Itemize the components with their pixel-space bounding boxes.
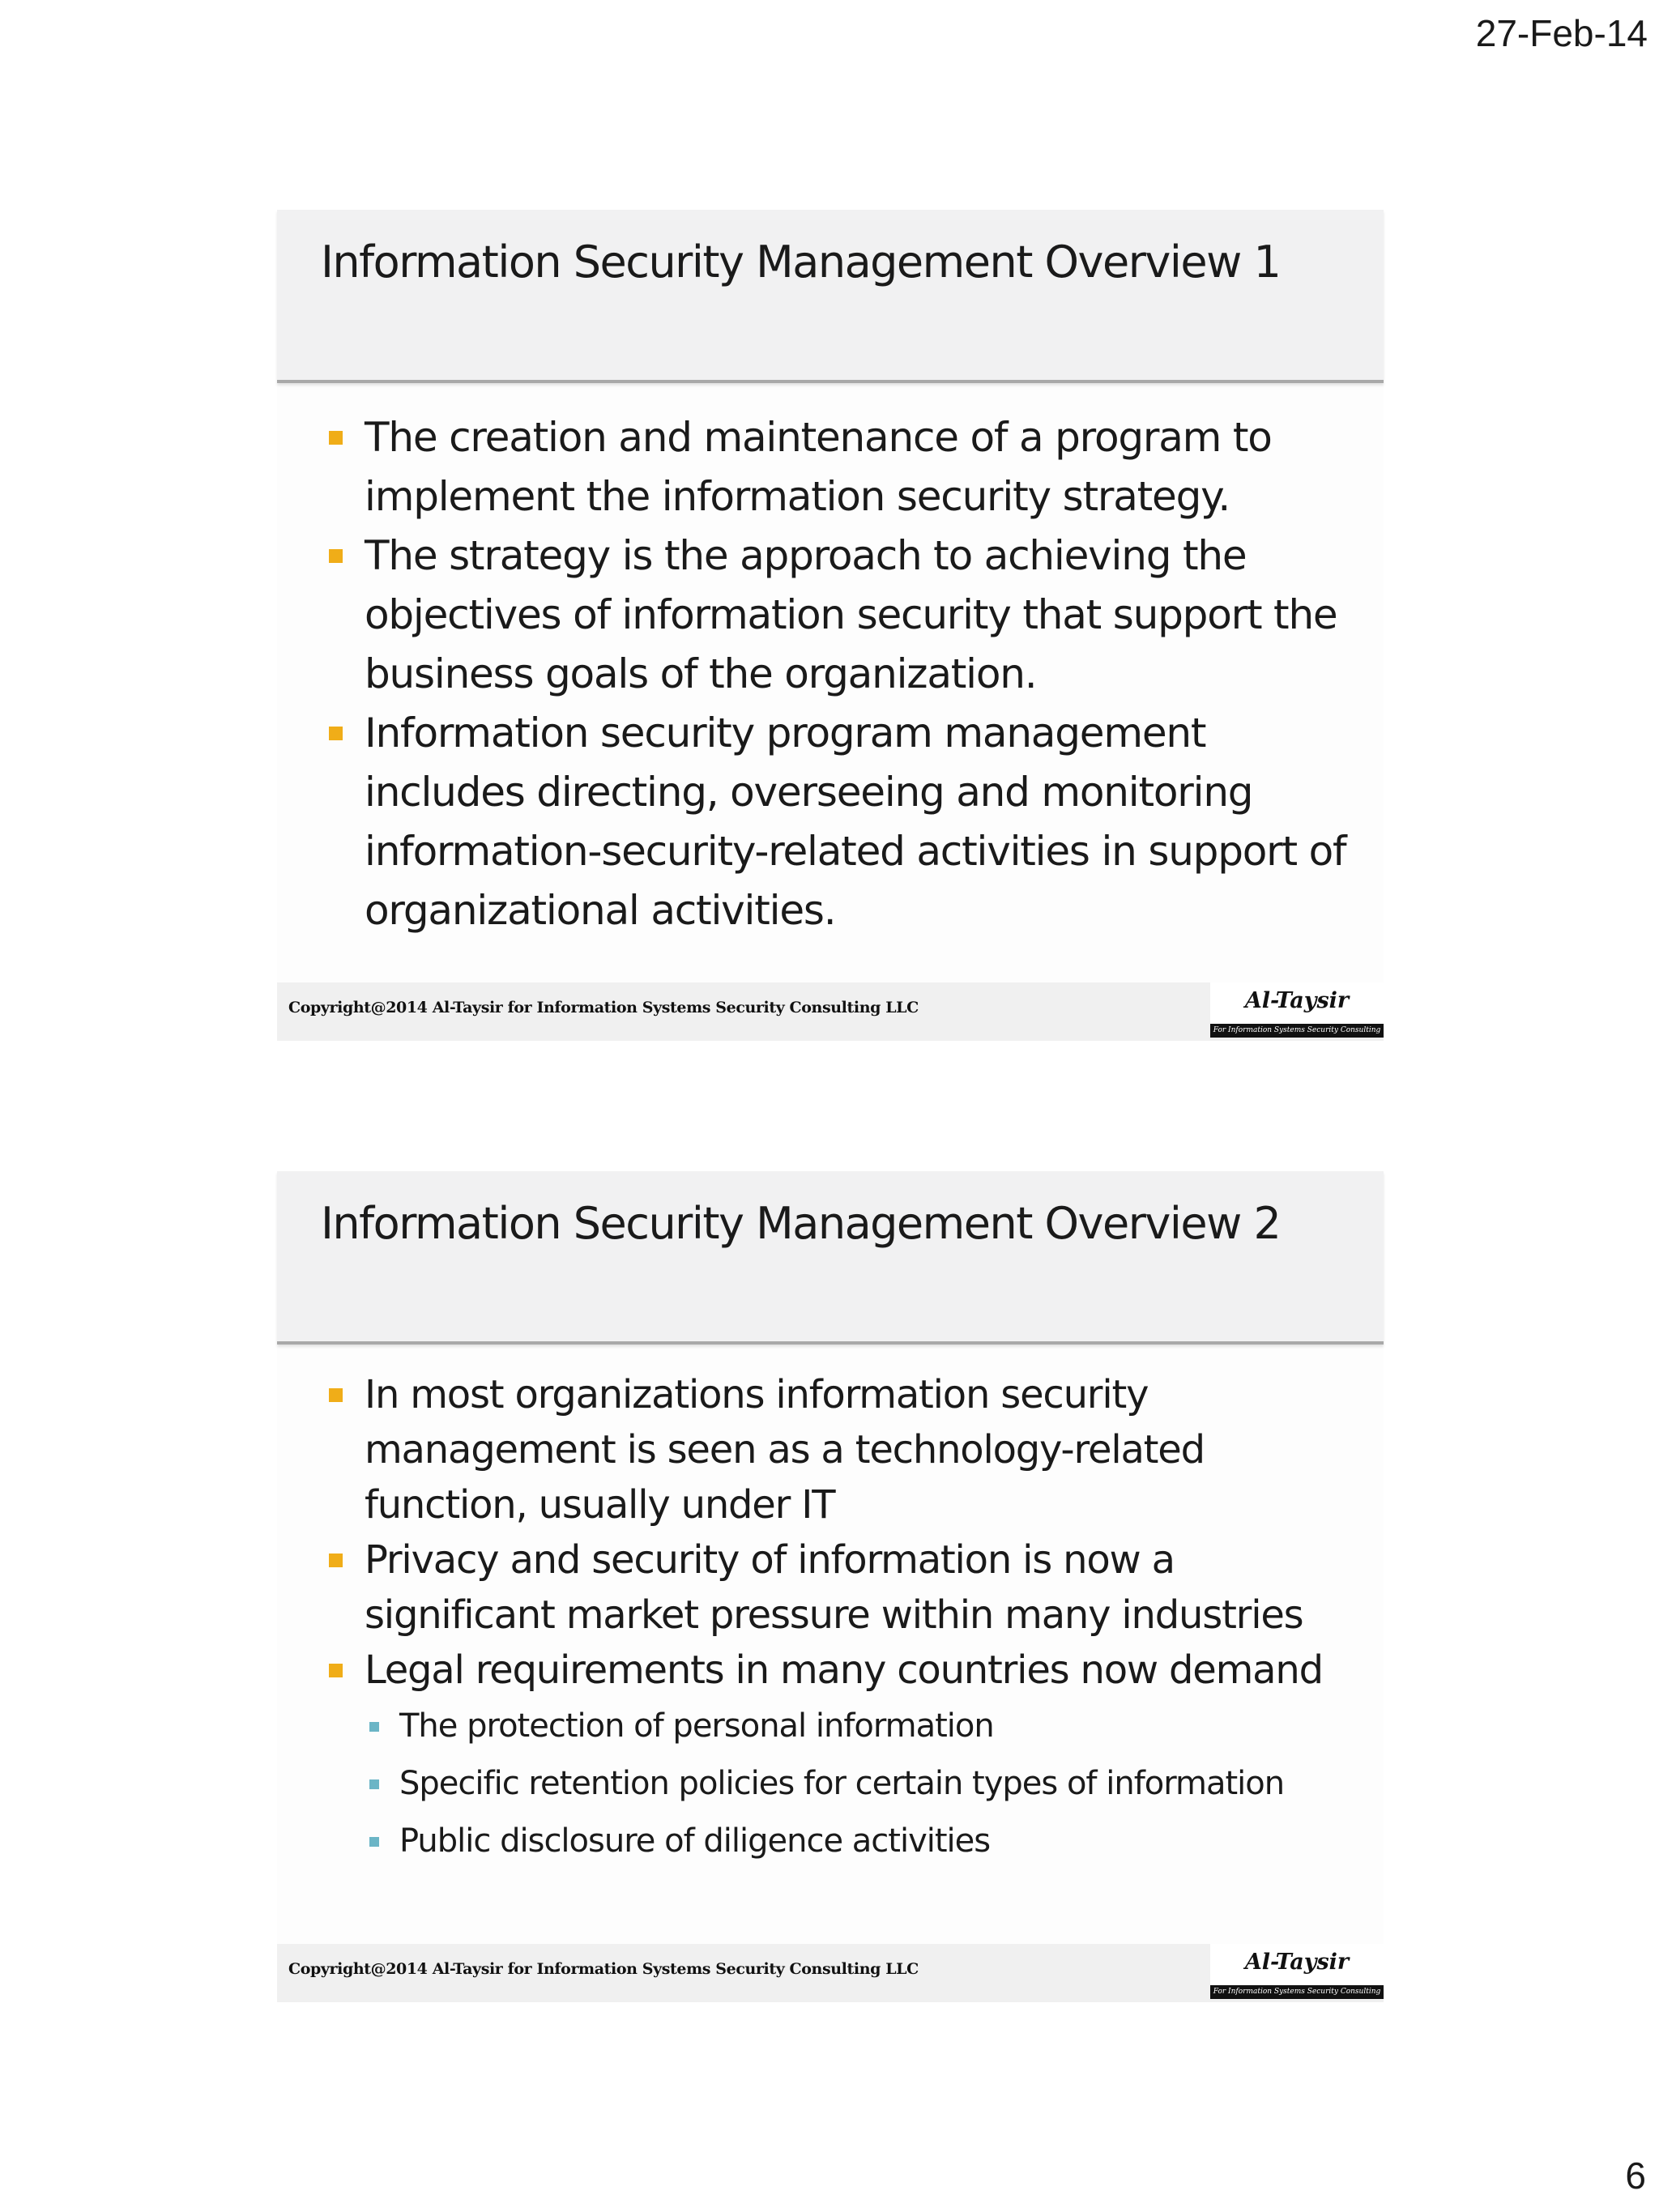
sub-bullet-item [277,1755,1384,1813]
square-bullet-icon [329,549,343,563]
bullet-list [277,408,1384,940]
sub-bullet-text: The protection of personal information [399,1707,994,1745]
logo-name: Al-Taysir [1244,988,1350,1013]
sub-bullet-text: Specific retention policies for certain types of information [399,1765,1285,1802]
square-bullet-icon [329,431,343,445]
logo-name: Al-Taysir [1244,1950,1350,1975]
bullet-item [277,1643,1384,1698]
square-bullet-icon [329,1664,343,1677]
slide-title-band [277,1171,1384,1345]
slide-title-band [277,210,1384,383]
bullet-item [277,1367,1384,1532]
square-bullet-icon [329,727,343,740]
square-sub-bullet-icon [369,1837,379,1847]
logo-tagline: For Information Systems Security Consulting [1210,1985,1384,1999]
company-logo [1210,982,1384,1038]
footer-copyright: Copyright@2014 Al-Taysir for Information Systems Security Consulting LLC [288,999,919,1016]
slide-1 [277,210,1384,1041]
sub-bullet-item [277,1813,1384,1870]
square-sub-bullet-icon [369,1722,379,1732]
sub-bullet-text: Public disclosure of diligence activities [399,1822,991,1860]
bullet-text: The creation and maintenance of a program to implement the information security strategy. [365,414,1272,520]
bullet-text: Legal requirements in many countries now demand [365,1647,1323,1693]
square-sub-bullet-icon [369,1779,379,1789]
bullet-item [277,526,1384,704]
page-number: 6 [1625,2154,1646,2197]
logo-tagline: For Information Systems Security Consulting [1210,1024,1384,1038]
company-logo [1210,1944,1384,1999]
square-bullet-icon [329,1388,343,1402]
bullet-text: The strategy is the approach to achieving the objectives of information security that support the business goals of the organization. [365,532,1337,697]
page-date: 27-Feb-14 [1475,12,1648,54]
bullet-text: In most organizations information security management is seen as a technology-related function, usually under IT [365,1372,1205,1528]
bullet-item [277,408,1384,526]
slide-title: Information Security Management Overview 1 [321,237,1281,288]
sub-bullet-item [277,1698,1384,1755]
footer-copyright: Copyright@2014 Al-Taysir for Information Systems Security Consulting LLC [288,1960,919,1978]
slide-footer [277,1944,1384,2002]
slide-title: Information Security Management Overview 2 [321,1198,1281,1249]
bullet-item [277,704,1384,940]
square-bullet-icon [329,1554,343,1567]
slide-2 [277,1171,1384,2002]
bullet-text: Information security program management includes directing, overseeing and monitoring information-security-related activities in support of organizational activities. [365,710,1346,934]
bullet-list [277,1367,1384,1870]
slide-footer [277,982,1384,1041]
bullet-item [277,1532,1384,1643]
bullet-text: Privacy and security of information is now a significant market pressure within many industries [365,1537,1303,1638]
